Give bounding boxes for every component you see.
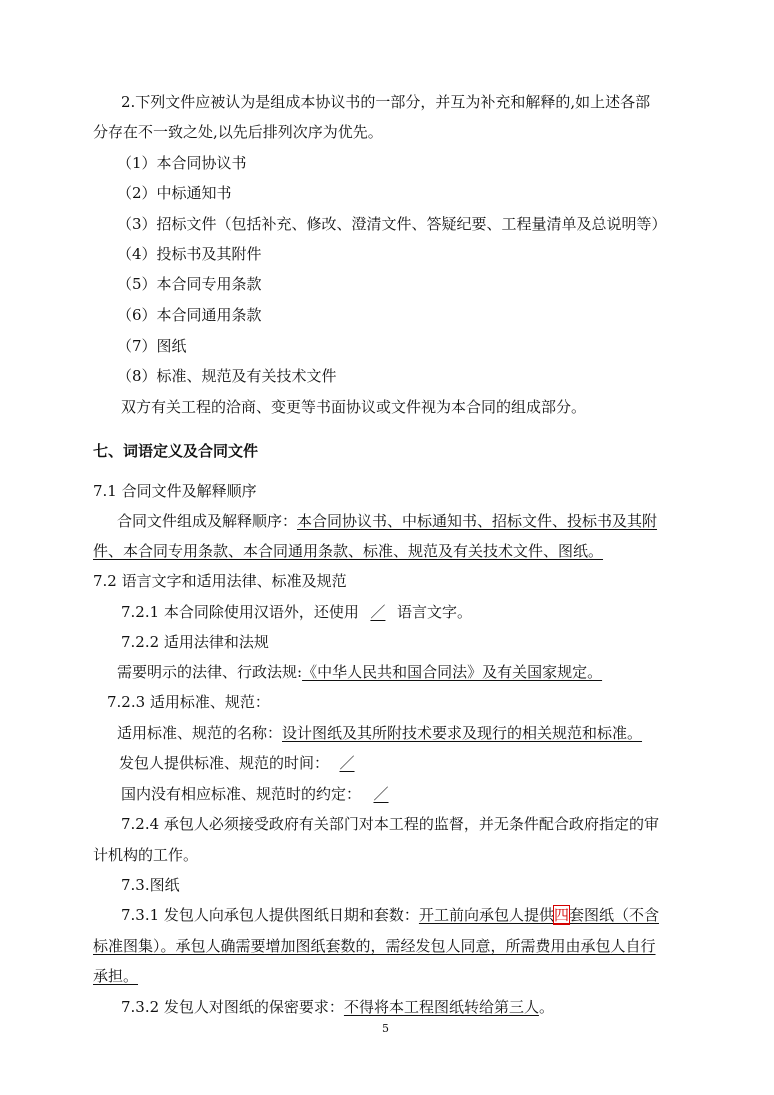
s7-3-1-line3: 承担。	[93, 967, 139, 985]
s7-3-2-line	[121, 996, 554, 1018]
s7-2-1-suffix: 语言文字。	[396, 603, 472, 621]
doc-item-5: （5）本合同专用条款	[117, 275, 262, 293]
s7-3-2-label: 7.3.2 发包人对图纸的保密要求：	[121, 998, 344, 1016]
s7-2-1-prefix: 7.2.1 本合同除使用汉语外，还使用	[121, 603, 359, 621]
s7-2-3-time-label: 发包人提供标准、规范的时间：	[119, 754, 330, 772]
s7-1-label: 合同文件组成及解释顺序：	[117, 512, 298, 530]
s7-3-1-line2: 标准图集）。承包人确需要增加图纸套数的，需经发包人同意，所需费用由承包人自行	[93, 937, 656, 955]
s7-1-value: 本合同协议书、中标通知书、招标文件、投标书及其附	[297, 512, 658, 530]
s7-2-3-names-value: 设计图纸及其所附技术要求及现行的相关规范和标准。	[282, 724, 643, 742]
s7-2-2-value: 《中华人民共和国合同法》及有关国家规定。	[302, 663, 603, 681]
s7-2-3-names-line	[117, 722, 642, 744]
s7-1-title: 7.1 合同文件及解释顺序	[93, 482, 257, 500]
para2-line2: 分存在不一致之处,以先后排列次序为优先。	[93, 123, 383, 141]
closing-note: 双方有关工程的洽商、变更等书面协议或文件视为本合同的组成部分。	[121, 398, 587, 416]
s7-3-1-value-a: 开工前向承包人提供	[418, 906, 554, 924]
doc-item-7: （7）图纸	[117, 337, 187, 355]
doc-item-6: （6）本合同通用条款	[117, 306, 262, 324]
s7-3-2-end: 。	[538, 998, 554, 1016]
s7-3-title: 7.3.图纸	[121, 876, 180, 894]
doc-item-2: （2）中标通知书	[117, 184, 232, 202]
doc-item-1: （1）本合同协议书	[117, 154, 247, 172]
s7-2-3-agree-label: 国内没有相应标准、规范时的约定：	[121, 785, 362, 803]
s7-2-3-agree-line	[121, 783, 401, 805]
s7-2-4-line1: 7.2.4 承包人必须接受政府有关部门对本工程的监督，并无条件配合政府指定的审	[121, 815, 659, 833]
section-heading: 七、词语定义及合同文件	[93, 442, 259, 460]
s7-3-1-count: 四	[553, 906, 569, 924]
s7-2-1-blank: ／	[370, 603, 386, 621]
s7-3-1-line1	[121, 904, 659, 926]
s7-2-3-names-label: 适用标准、规范的名称：	[117, 724, 283, 742]
s7-2-3-title: 7.2.3 适用标准、规范：	[107, 693, 270, 711]
s7-2-1-line	[121, 601, 472, 623]
s7-2-3-time-line	[119, 752, 365, 774]
s7-3-1-value-b: 套图纸（不含	[568, 906, 659, 924]
s7-2-2-line	[117, 661, 602, 683]
doc-item-3: （3）招标文件（包括补充、修改、澄清文件、答疑纪要、工程量清单及总说明等）	[117, 215, 667, 233]
s7-1-line2: 件、本合同专用条款、本合同通用条款、标准、规范及有关技术文件、图纸。	[93, 542, 604, 560]
s7-2-4-line2: 计机构的工作。	[93, 846, 199, 864]
s7-2-3-time-value: ／	[339, 754, 355, 772]
para2-line1: 2.下列文件应被认为是组成本协议书的一部分，并互为补充和解释的,如上述各部	[121, 93, 651, 111]
s7-2-title: 7.2 语言文字和适用法律、标准及规范	[93, 572, 347, 590]
s7-2-2-title: 7.2.2 适用法律和法规	[121, 633, 269, 651]
s7-3-1-label: 7.3.1 发包人向承包人提供图纸日期和套数：	[121, 906, 419, 924]
s7-3-2-value: 不得将本工程图纸转给第三人	[343, 998, 539, 1016]
s7-2-2-label: 需要明示的法律、行政法规:	[117, 663, 303, 681]
doc-item-8: （8）标准、规范及有关技术文件	[117, 367, 337, 385]
s7-2-3-agree-value: ／	[373, 785, 389, 803]
doc-item-4: （4）投标书及其附件	[117, 245, 262, 263]
page-number: 5	[382, 1022, 389, 1035]
s7-1-line1	[117, 510, 657, 532]
